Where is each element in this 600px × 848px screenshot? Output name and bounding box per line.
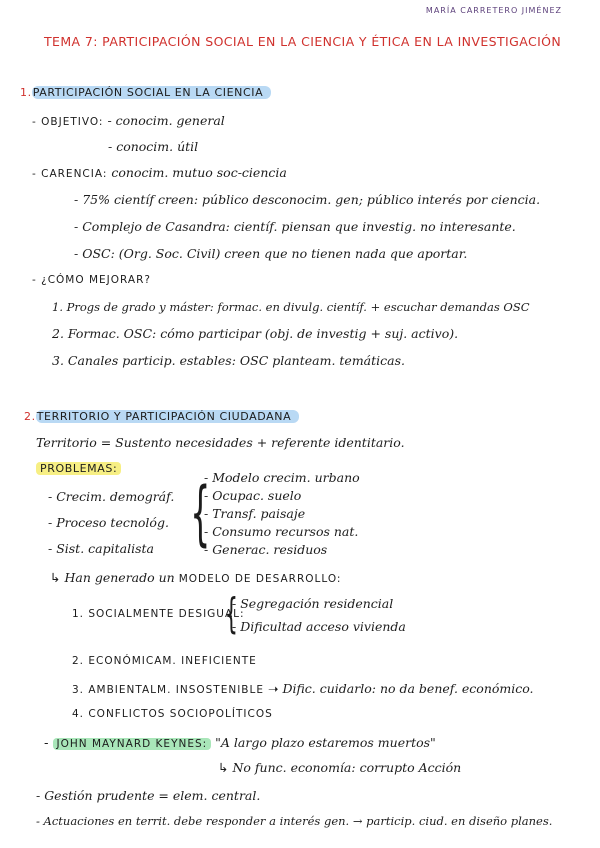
modelo-3-text: Dific. cuidarlo: no da benef. económico. [282,681,534,696]
problema-right-1: - Modelo crecim. urbano [204,470,360,485]
objetivo-item-1: - conocim. general [107,113,225,128]
objetivo-item-2: - conocim. útil [108,139,199,154]
section1-heading-row [20,86,271,99]
keynes-row [44,735,436,750]
keynes-name: JOHN MAYNARD KEYNES: [53,738,212,750]
modelo-1-label: 1. SOCIALMENTE DESIGUAL: [72,608,245,620]
problema-left-2: - Proceso tecnológ. [48,515,169,530]
carencia-item-2: - Complejo de Casandra: científ. piensan que investig. no interesante. [74,219,516,234]
objetivo-label: - OBJETIVO: [32,116,104,128]
modelo-text: Han generado un [64,570,175,585]
problemas-brace: { [190,472,211,554]
problema-right-4: - Consumo recursos nat. [204,524,359,539]
gestion-line: - Gestión prudente = elem. central. [36,788,261,803]
problema-right-5: - Generac. residuos [204,542,328,557]
problemas-row [36,462,121,475]
modelo-row [50,570,341,585]
return-arrow-icon: ↳ [50,570,61,585]
mejorar-item-2: 2. Formac. OSC: cómo participar (obj. de investig + suj. activo). [52,326,459,341]
problema-left-3: - Sist. capitalista [48,541,154,556]
modelo-caps: MODELO DE DESARROLLO: [178,573,342,585]
modelo-3-label: 3. AMBIENTALM. INSOSTENIBLE [72,684,264,696]
carencia-label: - CARENCIA: [32,168,108,180]
mejorar-item-1: 1. Progs de grado y máster: formac. en divulg. científ. + escuchar demandas OSC [52,300,530,314]
section2-number: 2. [24,410,36,423]
modelo-4: 4. CONFLICTOS SOCIOPOLÍTICOS [72,708,273,720]
keynes-quote: "A largo plazo estaremos muertos" [215,735,436,750]
section1-heading: PARTICIPACIÓN SOCIAL EN LA CIENCIA [32,86,272,99]
problema-left-1: - Crecim. demográf. [48,489,175,504]
keynes-sub-row [218,760,461,775]
section2-heading: TERRITORIO Y PARTICIPACIÓN CIUDADANA [36,410,300,423]
section1-number: 1. [20,86,32,99]
problema-right-3: - Transf. paisaje [204,506,306,521]
carencia-item-1: - 75% científ creen: público desconocim. gen; público interés por ciencia. [74,192,541,207]
modelo-1-brace: { [224,589,239,638]
keynes-sub: No func. economía: corrupto Acción [232,760,462,775]
mejorar-label: - ¿CÓMO MEJORAR? [32,274,151,286]
objetivo-row [32,113,225,128]
carencia-text: conocim. mutuo soc-ciencia [111,165,287,180]
page-title: TEMA 7: PARTICIPACIÓN SOCIAL EN LA CIENCIA Y ÉTICA EN LA INVESTIGACIÓN [44,34,562,49]
actuaciones-line: - Actuaciones en territ. debe responder a interés gen. → particip. ciud. en diseño planes. [36,814,553,828]
right-arrow-icon: ➝ [267,681,279,696]
modelo-3-row [72,681,534,696]
problema-right-2: - Ocupac. suelo [204,488,302,503]
return-arrow-icon-2: ↳ [218,760,229,775]
dash-bullet: - [44,735,49,750]
section2-heading-row [24,410,299,423]
modelo-2: 2. ECONÓMICAM. INEFICIENTE [72,655,257,667]
mejorar-item-3: 3. Canales particip. estables: OSC planteam. temáticas. [52,353,405,368]
territorio-definition: Territorio = Sustento necesidades + referente identitario. [36,435,405,450]
problemas-label: PROBLEMAS: [36,462,121,475]
modelo-1-item-2: - Dificultad acceso vivienda [232,619,406,634]
modelo-1-item-1: - Segregación residencial [232,596,394,611]
carencia-row [32,165,287,180]
author-name: MARÍA CARRETERO JIMÉNEZ [425,6,562,15]
carencia-item-3: - OSC: (Org. Soc. Civil) creen que no tienen nada que aportar. [74,246,468,261]
